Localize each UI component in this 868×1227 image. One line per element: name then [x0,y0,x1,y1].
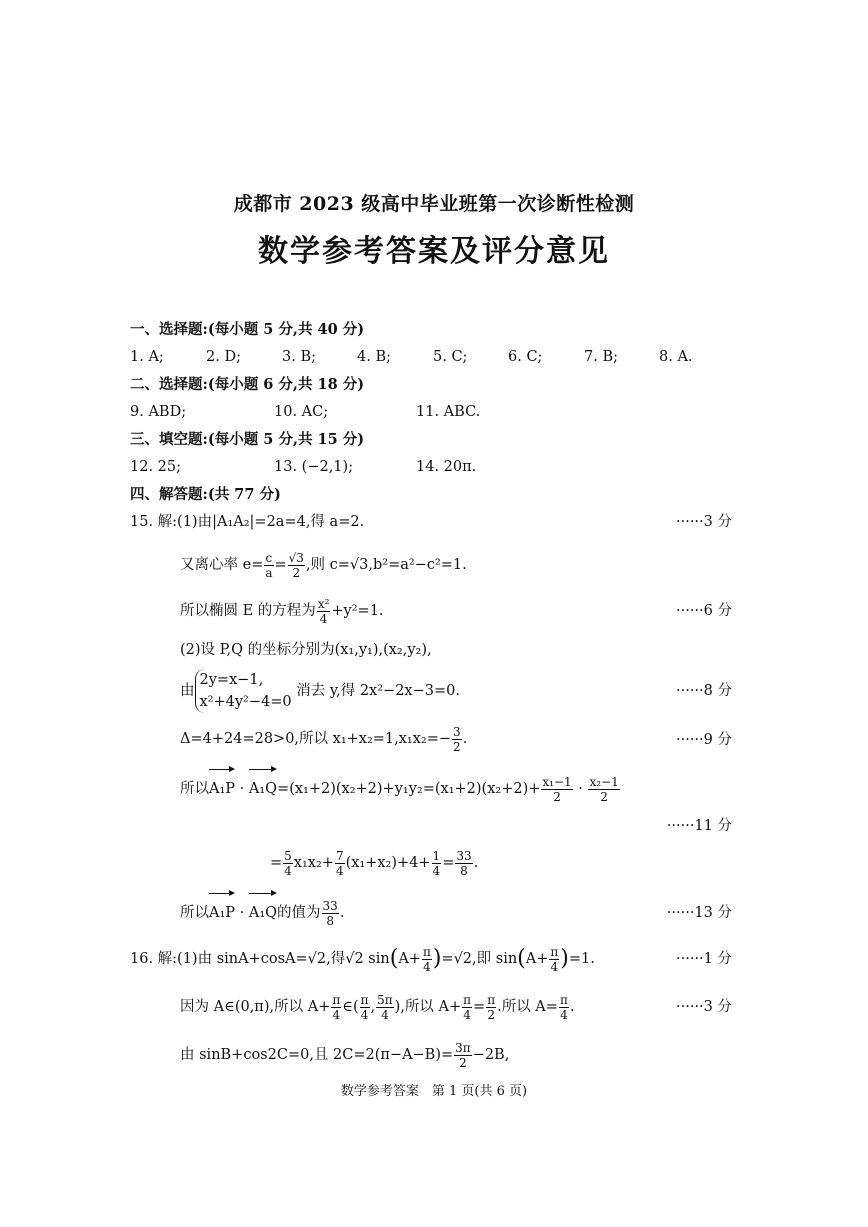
answer-item: 4. B; [357,349,391,365]
q15-line4: (2)设 P,Q 的坐标分别为(x₁,y₁),(x₂,y₂), [180,642,432,658]
answer-item: 5. C; [433,349,468,365]
vector-a1q: A₁Q [249,896,277,930]
answer-item: 7. B; [584,349,618,365]
fraction: $\frac{7}{4}$ [335,848,344,878]
answer-item: 1. A; [130,349,164,365]
answer-item: 2. D; [206,349,241,365]
answer-item: 13. (−2,1); [274,459,354,475]
equation-system: 2y=x−1, x²+4y²−4=0 [195,669,292,713]
fraction: $\frac{5}{4}$ [284,848,292,878]
section-heading-solutions: 四、解答题:(共 77 分) [130,486,281,503]
answer-item: 9. ABD; [130,404,187,420]
answer-item: 10. AC; [274,404,329,420]
fraction: $\frac{\pi}{4}$ [332,992,341,1022]
fraction: $\frac{\text{x²}}{4}$ [317,596,330,626]
fraction: $\frac{33}{8}$ [456,848,472,878]
answer-item: 8. A. [659,349,693,365]
score-mark: ······1 分 [676,951,732,967]
fraction: $\frac{\pi}{4}$ [550,944,559,974]
fraction: $\frac{\pi}{4}$ [422,944,431,974]
page-footer: 数学参考答案 第 1 页(共 6 页) [340,1084,528,1099]
fraction: $\frac{\text{x₁−1}}{2}$ [542,774,572,804]
q15-line6: Δ=4+24=28>0,所以 x₁+x₂=1,x₁x₂=− $\frac{3}{2}$ . [180,724,468,754]
q15-line3: 所以椭圆 E 的方程为 $\frac{\text{x²}}{4}$ +y²=1. [180,596,384,626]
document-subtitle: 数学参考答案及评分意见 [258,234,610,269]
score-mark: ······13 分 [666,905,732,921]
fraction: $\frac{\pi}{4}$ [559,992,568,1022]
q15-line8: = $\frac{5}{4}$ x₁x₂+ $\frac{7}{4}$ (x₁+x₂)+4+ $\frac{1}{4}$ = $\frac{33}{8}$ . [270,848,479,878]
fraction: $\frac{\pi}{4}$ [360,992,369,1022]
answer-item: 6. C; [508,349,543,365]
score-mark: ······9 分 [676,732,732,748]
score-mark: ······3 分 [676,514,732,530]
q15-line9: 所以A₁P · A₁Q的值为 $\frac{33}{8}$ . [180,896,344,930]
score-mark: ······6 分 [676,603,732,619]
fraction: $\frac{33}{8}$ [322,898,338,928]
vector-a1q: A₁Q [249,772,277,806]
section-heading-choice: 一、选择题:(每小题 5 分,共 40 分) [130,321,365,338]
fraction: $\frac{1}{4}$ [432,848,441,878]
q16-line1: 16. 解:(1)由 sinA+cosA=√2,得√2 sin(A+ $\frac{\pi}{4}$ )=√2,即 sin(A+ $\frac{\pi}{4}$ )=1. [130,944,595,974]
q16-line2: 因为 A∈(0,π),所以 A+ $\frac{\pi}{4}$ ∈( $\frac{\pi}{4}$ , $\frac{5\pi}{4}$ ),所以 A+ $\frac{\pi}{4}$ = $\frac{\pi}{2}$ .所以 A= $\frac{\pi}{4}$ . [180,992,575,1022]
fraction: $\frac{3}{2}$ [453,724,461,754]
q15-line1: 15. 解:(1)由|A₁A₂|=2a=4,得 a=2. [130,514,365,530]
q15-line5: 由 2y=x−1, x²+4y²−4=0 消去 y,得 2x²−2x−3=0. [180,668,460,714]
fraction: $\frac{\pi}{4}$ [463,992,472,1022]
fraction: $\frac{√3}{2}$ [288,550,304,580]
fraction: $\frac{3\pi}{2}$ [455,1040,471,1070]
answer-item: 14. 20π. [416,459,477,475]
vector-a1p: A₁P [209,772,235,806]
section-heading-fill-blank: 三、填空题:(每小题 5 分,共 15 分) [130,431,365,448]
q15-line2: 又离心率 e= $\frac{c}{a}$ = $\frac{√3}{2}$ ,则 c=√3,b²=a²−c²=1. [180,550,467,580]
q16-line3: 由 sinB+cos2C=0,且 2C=2(π−A−B)= $\frac{3\pi}{2}$ −2B, [180,1040,510,1070]
q15-line7: 所以A₁P · A₁Q=(x₁+2)(x₂+2)+y₁y₂=(x₁+2)(x₂+2)+ $\frac{\text{x₁−1}}{2}$ · $\frac{\text{x₂−1}}{2}$ [180,772,621,806]
section-heading-multi-choice: 二、选择题:(每小题 6 分,共 18 分) [130,376,365,393]
vector-a1p: A₁P [209,896,235,930]
fraction: $\frac{\text{x₂−1}}{2}$ [589,774,619,804]
answer-item: 11. ABC. [416,404,481,420]
answer-item: 3. B; [282,349,316,365]
fraction: $\frac{c}{a}$ [265,550,273,580]
score-mark: ······11 分 [666,818,732,834]
fraction: $\frac{5\pi}{4}$ [377,992,393,1022]
answer-item: 12. 25; [130,459,182,475]
document-title: 成都市 2023 级高中毕业班第一次诊断性检测 [233,193,635,215]
score-mark: ······8 分 [676,683,732,699]
score-mark: ······3 分 [676,999,732,1015]
fraction: $\frac{\pi}{2}$ [487,992,496,1022]
